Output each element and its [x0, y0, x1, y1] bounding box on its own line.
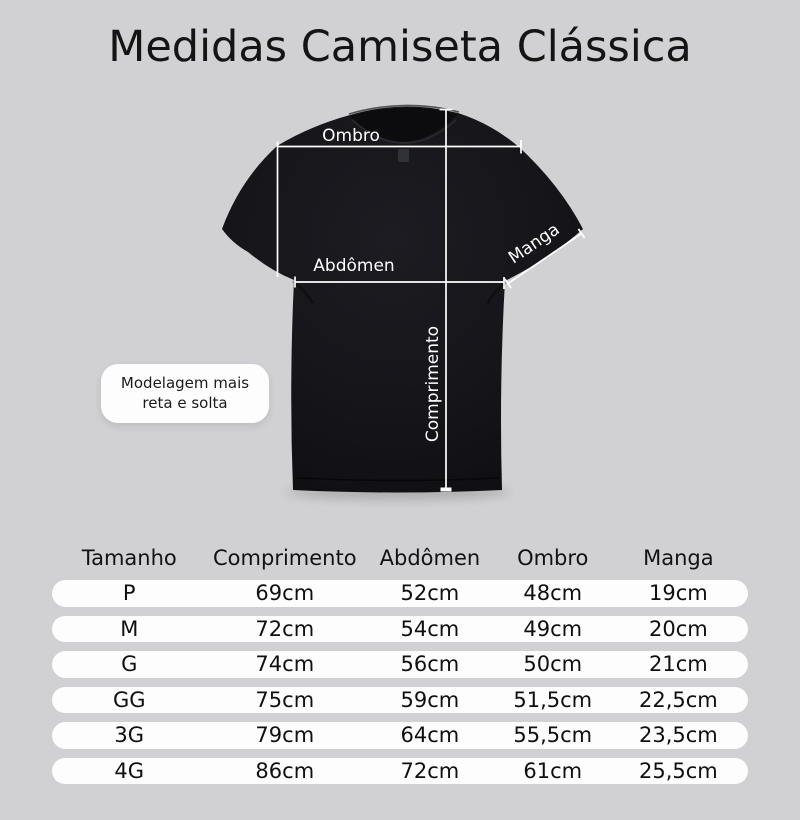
size-value: P	[122, 581, 136, 606]
ombro-value: 55,5cm	[513, 723, 593, 748]
size-value: G	[121, 652, 138, 677]
comprimento-value: 69cm	[255, 581, 315, 606]
ombro-label: Ombro	[322, 126, 380, 146]
ombro-value: 61cm	[523, 758, 583, 783]
comprimento-value: 79cm	[255, 723, 315, 748]
abdomen-value: 52cm	[400, 581, 460, 606]
tshirt-silhouette	[222, 106, 583, 492]
size-value: GG	[112, 687, 146, 712]
table-row-m	[52, 616, 748, 643]
abdomen-label: Abdômen	[313, 256, 395, 276]
ombro-value: 51,5cm	[513, 687, 593, 712]
size-value: M	[120, 616, 139, 641]
manga-value: 21cm	[648, 652, 708, 677]
abdomen-value: 56cm	[400, 652, 460, 677]
fit-note-line1: Modelagem mais	[120, 374, 250, 392]
header-tamanho: Tamanho	[81, 546, 177, 570]
table-row-p	[52, 580, 748, 607]
comprimento-value: 75cm	[255, 687, 315, 712]
ombro-value: 48cm	[523, 581, 583, 606]
ombro-value: 49cm	[523, 616, 583, 641]
table-row-gg	[52, 687, 748, 714]
manga-value: 25,5cm	[638, 758, 718, 783]
table-row-3g	[52, 722, 748, 749]
header-ombro: Ombro	[517, 546, 589, 570]
manga-value: 23,5cm	[638, 723, 718, 748]
comprimento-value: 86cm	[255, 758, 315, 783]
manga-value: 22,5cm	[638, 687, 718, 712]
manga-label: Manga	[504, 219, 564, 269]
header-abdomen: Abdômen	[379, 546, 481, 570]
manga-value: 19cm	[648, 581, 708, 606]
abdomen-value: 59cm	[400, 687, 460, 712]
header-comprimento: Comprimento	[213, 546, 357, 570]
size-value: 3G	[114, 723, 145, 748]
abdomen-value: 72cm	[400, 758, 460, 783]
fit-note	[101, 364, 269, 423]
page-title: Medidas Camiseta Clássica	[108, 22, 692, 72]
abdomen-value: 64cm	[400, 723, 460, 748]
size-table-header	[52, 545, 748, 571]
comprimento-value: 72cm	[255, 616, 315, 641]
comprimento-label: Comprimento	[423, 325, 443, 443]
size-value: 4G	[114, 758, 145, 783]
ombro-value: 50cm	[523, 652, 583, 677]
size-table	[52, 545, 748, 784]
table-row-4g	[52, 758, 748, 785]
manga-value: 20cm	[648, 616, 708, 641]
header-manga: Manga	[643, 546, 714, 570]
collar-tag	[398, 149, 409, 162]
abdomen-value: 54cm	[400, 616, 460, 641]
table-row-g	[52, 651, 748, 678]
comprimento-value: 74cm	[255, 652, 315, 677]
fit-note-line2: reta e solta	[142, 393, 228, 412]
